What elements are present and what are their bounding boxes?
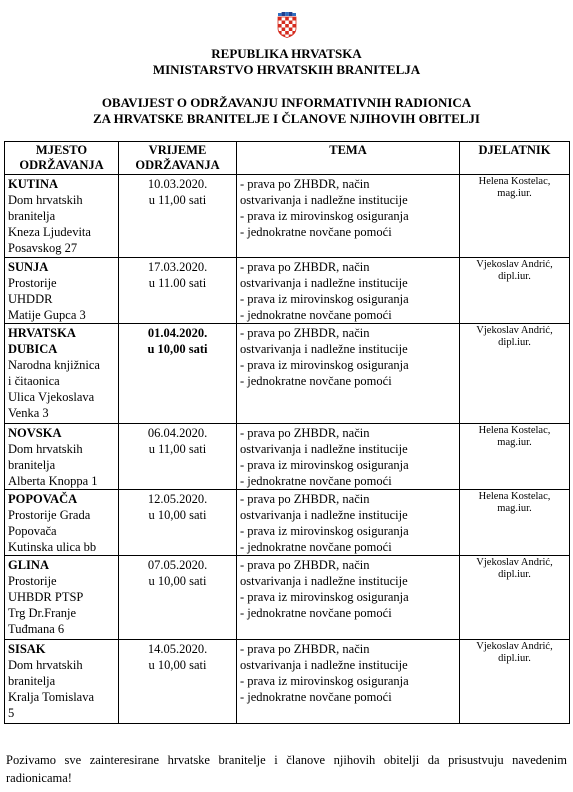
time-text: u 11,00 sati — [148, 193, 207, 207]
time-text: u 11,00 sati — [148, 442, 207, 456]
worker-cell — [460, 175, 570, 258]
topic-line: - prava iz mirovinskog osiguranja — [240, 358, 409, 372]
worker-cell — [460, 490, 570, 556]
worker-name: Vjekoslav Andrić, — [476, 557, 553, 568]
table-row — [5, 324, 570, 424]
time-cell — [119, 258, 237, 324]
topic-line: - prava po ZHBDR, način — [240, 492, 370, 506]
worker-cell — [460, 424, 570, 490]
date-text: 14.05.2020. — [147, 642, 208, 656]
worker-name: Vjekoslav Andrić, — [476, 259, 553, 270]
topic-cell — [237, 640, 460, 724]
worker-cell — [460, 556, 570, 640]
table-row — [5, 175, 570, 258]
place-line: 5 — [8, 706, 15, 720]
place-line: Popovača — [8, 524, 57, 538]
date-text: 10.03.2020. — [147, 177, 208, 191]
header-place — [5, 142, 119, 175]
time-cell — [119, 490, 237, 556]
topic-line: - jednokratne novčane pomoći — [240, 225, 392, 239]
ministry-heading: MINISTARSTVO HRVATSKIH BRANITELJA — [152, 62, 421, 77]
worker-title: dipl.iur. — [498, 569, 531, 580]
topic-line: ostvarivanja i nadležne institucije — [240, 574, 408, 588]
workshop-schedule-table — [4, 141, 570, 724]
notice-title-line2: ZA HRVATSKE BRANITELJE I ČLANOVE NJIHOVIH OBITELJI — [93, 111, 480, 126]
place-cell — [5, 324, 119, 424]
table-row — [5, 424, 570, 490]
time-cell — [119, 175, 237, 258]
topic-line: ostvarivanja i nadležne institucije — [240, 508, 408, 522]
table-row — [5, 258, 570, 324]
time-text: u 10,00 sati — [148, 508, 207, 522]
time-text: u 11.00 sati — [148, 276, 207, 290]
place-line: branitelja — [8, 674, 56, 688]
date-text: 06.04.2020. — [147, 426, 208, 440]
topic-line: - prava po ZHBDR, način — [240, 177, 370, 191]
place-name: SISAK — [8, 642, 46, 656]
topic-line: - prava iz mirovinskog osiguranja — [240, 292, 409, 306]
topic-line: - jednokratne novčane pomoći — [240, 540, 392, 554]
notice-title-line1: OBAVIJEST O ODRŽAVANJU INFORMATIVNIH RADIONICA — [101, 95, 472, 110]
topic-cell — [237, 556, 460, 640]
place-line: Prostorije Grada — [8, 508, 91, 522]
worker-name: Helena Kostelac, — [478, 176, 551, 187]
topic-cell — [237, 324, 460, 424]
place-line: Tuđmana 6 — [8, 622, 65, 636]
topic-line: - prava po ZHBDR, način — [240, 558, 370, 572]
place-cell — [5, 640, 119, 724]
time-cell — [119, 556, 237, 640]
place-line: Matije Gupca 3 — [8, 308, 86, 322]
header-worker: DJELATNIK — [460, 142, 570, 175]
topic-cell — [237, 490, 460, 556]
worker-name: Vjekoslav Andrić, — [476, 325, 553, 336]
topic-line: - jednokratne novčane pomoći — [240, 374, 392, 388]
place-line: UHBDR PTSP — [8, 590, 84, 604]
topic-cell — [237, 175, 460, 258]
topic-line: - prava iz mirovinskog osiguranja — [240, 458, 409, 472]
topic-line: - jednokratne novčane pomoći — [240, 690, 392, 704]
place-line: Kutinska ulica bb — [8, 540, 97, 554]
date-text: 01.04.2020. — [147, 326, 208, 340]
time-cell — [119, 640, 237, 724]
place-cell — [5, 424, 119, 490]
place-line: Posavskog 27 — [8, 241, 78, 255]
header-time-line1: VRIJEME — [148, 143, 207, 157]
place-cell — [5, 556, 119, 640]
topic-line: - jednokratne novčane pomoći — [240, 606, 392, 620]
place-line: Prostorije — [8, 276, 57, 290]
header-topic: TEMA — [237, 142, 460, 175]
topic-cell — [237, 258, 460, 324]
worker-name: Helena Kostelac, — [478, 425, 551, 436]
header-place-line2: ODRŽAVANJA — [19, 158, 104, 172]
place-name: SUNJA — [8, 260, 49, 274]
place-name: NOVSKA — [8, 426, 62, 440]
place-name: HRVATSKA DUBICA — [8, 326, 76, 356]
topic-line: - jednokratne novčane pomoći — [240, 474, 392, 488]
place-line: Ulica Vjekoslava — [8, 390, 95, 404]
topic-line: ostvarivanja i nadležne institucije — [240, 658, 408, 672]
place-line: i čitaonica — [8, 374, 60, 388]
worker-title: dipl.iur. — [498, 653, 531, 664]
header-place-line1: MJESTO — [35, 143, 88, 157]
topic-cell — [237, 424, 460, 490]
table-row — [5, 490, 570, 556]
place-line: Kneza Ljudevita — [8, 225, 91, 239]
topic-line: - prava po ZHBDR, način — [240, 326, 370, 340]
place-line: Prostorije — [8, 574, 57, 588]
time-text: u 10,00 sati — [147, 342, 208, 356]
worker-title: dipl.iur. — [498, 271, 531, 282]
header-time-line2: ODRŽAVANJA — [135, 158, 220, 172]
place-line: Venka 3 — [8, 406, 49, 420]
table-row — [5, 556, 570, 640]
place-line: Alberta Knoppa 1 — [8, 474, 98, 488]
topic-line: - prava po ZHBDR, način — [240, 642, 370, 656]
worker-name: Helena Kostelac, — [478, 491, 551, 502]
worker-title: mag.iur. — [497, 188, 532, 199]
topic-line: ostvarivanja i nadležne institucije — [240, 193, 408, 207]
place-cell — [5, 258, 119, 324]
time-text: u 10,00 sati — [148, 658, 207, 672]
worker-title: mag.iur. — [497, 503, 532, 514]
date-text: 12.05.2020. — [147, 492, 208, 506]
time-cell — [119, 424, 237, 490]
worker-title: mag.iur. — [497, 437, 532, 448]
topic-line: ostvarivanja i nadležne institucije — [240, 342, 408, 356]
place-line: Trg Dr.Franje — [8, 606, 77, 620]
topic-line: - prava iz mirovinskog osiguranja — [240, 524, 409, 538]
topic-line: - prava iz mirovinskog osiguranja — [240, 590, 409, 604]
place-line: Dom hrvatskih — [8, 193, 83, 207]
topic-line: - jednokratne novčane pomoći — [240, 308, 392, 322]
table-row — [5, 640, 570, 724]
place-line: Dom hrvatskih — [8, 442, 83, 456]
time-text: u 10,00 sati — [148, 574, 207, 588]
place-name: KUTINA — [8, 177, 59, 191]
date-text: 07.05.2020. — [147, 558, 208, 572]
place-line: Narodna knjižnica — [8, 358, 100, 372]
republic-heading: REPUBLIKA HRVATSKA — [211, 46, 362, 61]
worker-cell — [460, 324, 570, 424]
place-name: GLINA — [8, 558, 49, 572]
place-cell — [5, 175, 119, 258]
worker-cell — [460, 640, 570, 724]
place-line: Dom hrvatskih — [8, 658, 83, 672]
place-line: Kralja Tomislava — [8, 690, 95, 704]
place-cell — [5, 490, 119, 556]
place-line: branitelja — [8, 209, 56, 223]
topic-line: - prava po ZHBDR, način — [240, 260, 370, 274]
time-cell — [119, 324, 237, 424]
place-line: branitelja — [8, 458, 56, 472]
date-text: 17.03.2020. — [147, 260, 208, 274]
worker-title: dipl.iur. — [498, 337, 531, 348]
topic-line: - prava iz mirovinskog osiguranja — [240, 674, 409, 688]
worker-name: Vjekoslav Andrić, — [476, 641, 553, 652]
invitation-text: Pozivamo sve zainteresirane hrvatske branitelje i članove njihovih obitelji da prisustvuju navedenim radionicama! — [6, 753, 567, 785]
place-line: UHDDR — [8, 292, 53, 306]
header-time — [119, 142, 237, 175]
worker-cell — [460, 258, 570, 324]
topic-line: - prava po ZHBDR, način — [240, 426, 370, 440]
topic-line: ostvarivanja i nadležne institucije — [240, 276, 408, 290]
croatian-coat-of-arms-icon — [277, 12, 297, 38]
topic-line: - prava iz mirovinskog osiguranja — [240, 209, 409, 223]
place-name: POPOVAČA — [8, 492, 78, 506]
table-header-row — [5, 142, 570, 175]
topic-line: ostvarivanja i nadležne institucije — [240, 442, 408, 456]
